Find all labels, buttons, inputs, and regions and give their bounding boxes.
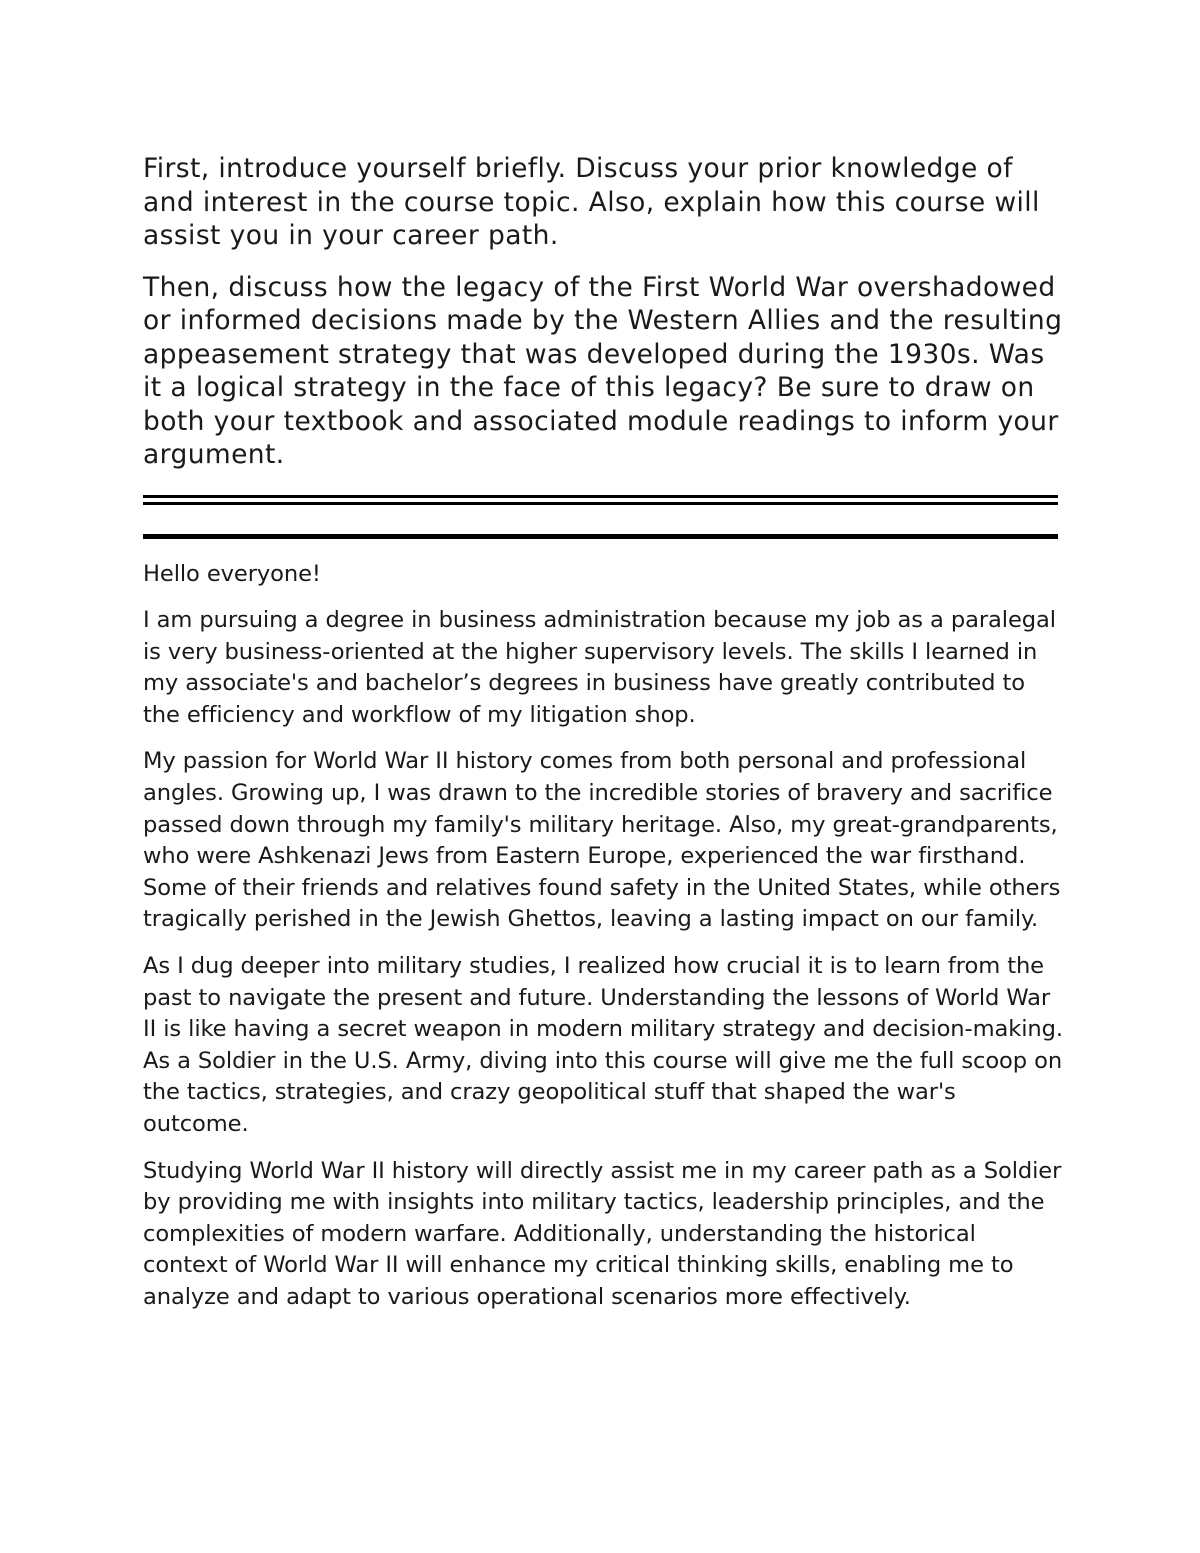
response-paragraph: Studying World War II history will directly assist me in my career path as a Soldier by providing me with insights into military tactics, leadership principles, and the complexities of modern warfare. Additionally, understanding the historical context of World War II will enhance my critical thinking skills, enabling me to analyze and adapt to various operational scenarios more effectively.	[143, 1157, 1062, 1310]
response-paragraph: My passion for World War II history comes from both personal and professional angles. Growing up, I was drawn to the incredible stories of bravery and sacrifice passed down through my family's military heritage. Also, my great-grandparents, who were Ashkenazi Jews from Eastern Europe, experienced the war firsthand. Some of their friends and relatives found safety in the United States, while others tragically perished in the Jewish Ghettos, leaving a lasting impact on our family.	[143, 748, 1061, 933]
document-page	[143, 152, 1063, 1329]
response-greeting: Hello everyone!	[143, 560, 321, 587]
response-paragraph: I am pursuing a degree in business administration because my job as a paralegal is very business-oriented at the higher supervisory levels. The skills I learned in my associate's and bachelor’s degrees in business have greatly contributed to the efficiency and workflow of my litigation shop.	[143, 607, 1056, 728]
response-paragraph: As I dug deeper into military studies, I realized how crucial it is to learn from the past to navigate the present and future. Understanding the lessons of World War II is like having a secret weapon in modern military strategy and decision-making. As a Soldier in the U.S. Army, diving into this course will give me the full scoop on the tactics, strategies, and crazy geopolitical stuff that shaped the war's outcome.	[143, 953, 1063, 1137]
double-divider	[143, 495, 1058, 505]
thick-divider	[143, 534, 1058, 539]
student-response	[143, 559, 1063, 1314]
prompt-paragraph: Then, discuss how the legacy of the First World War overshadowed or informed decisions made by the Western Allies and the resulting appeasement strategy that was developed during the 1930s. Was it a logical strategy in the face of this legacy? Be sure to draw on both your textbook and associated module readings to inform your argument.	[143, 271, 1063, 470]
prompt-paragraph: First, introduce yourself briefly. Discuss your prior knowledge of and interest in the course topic. Also, explain how this course will assist you in your career path.	[143, 153, 1040, 251]
assignment-prompt	[143, 152, 1063, 472]
